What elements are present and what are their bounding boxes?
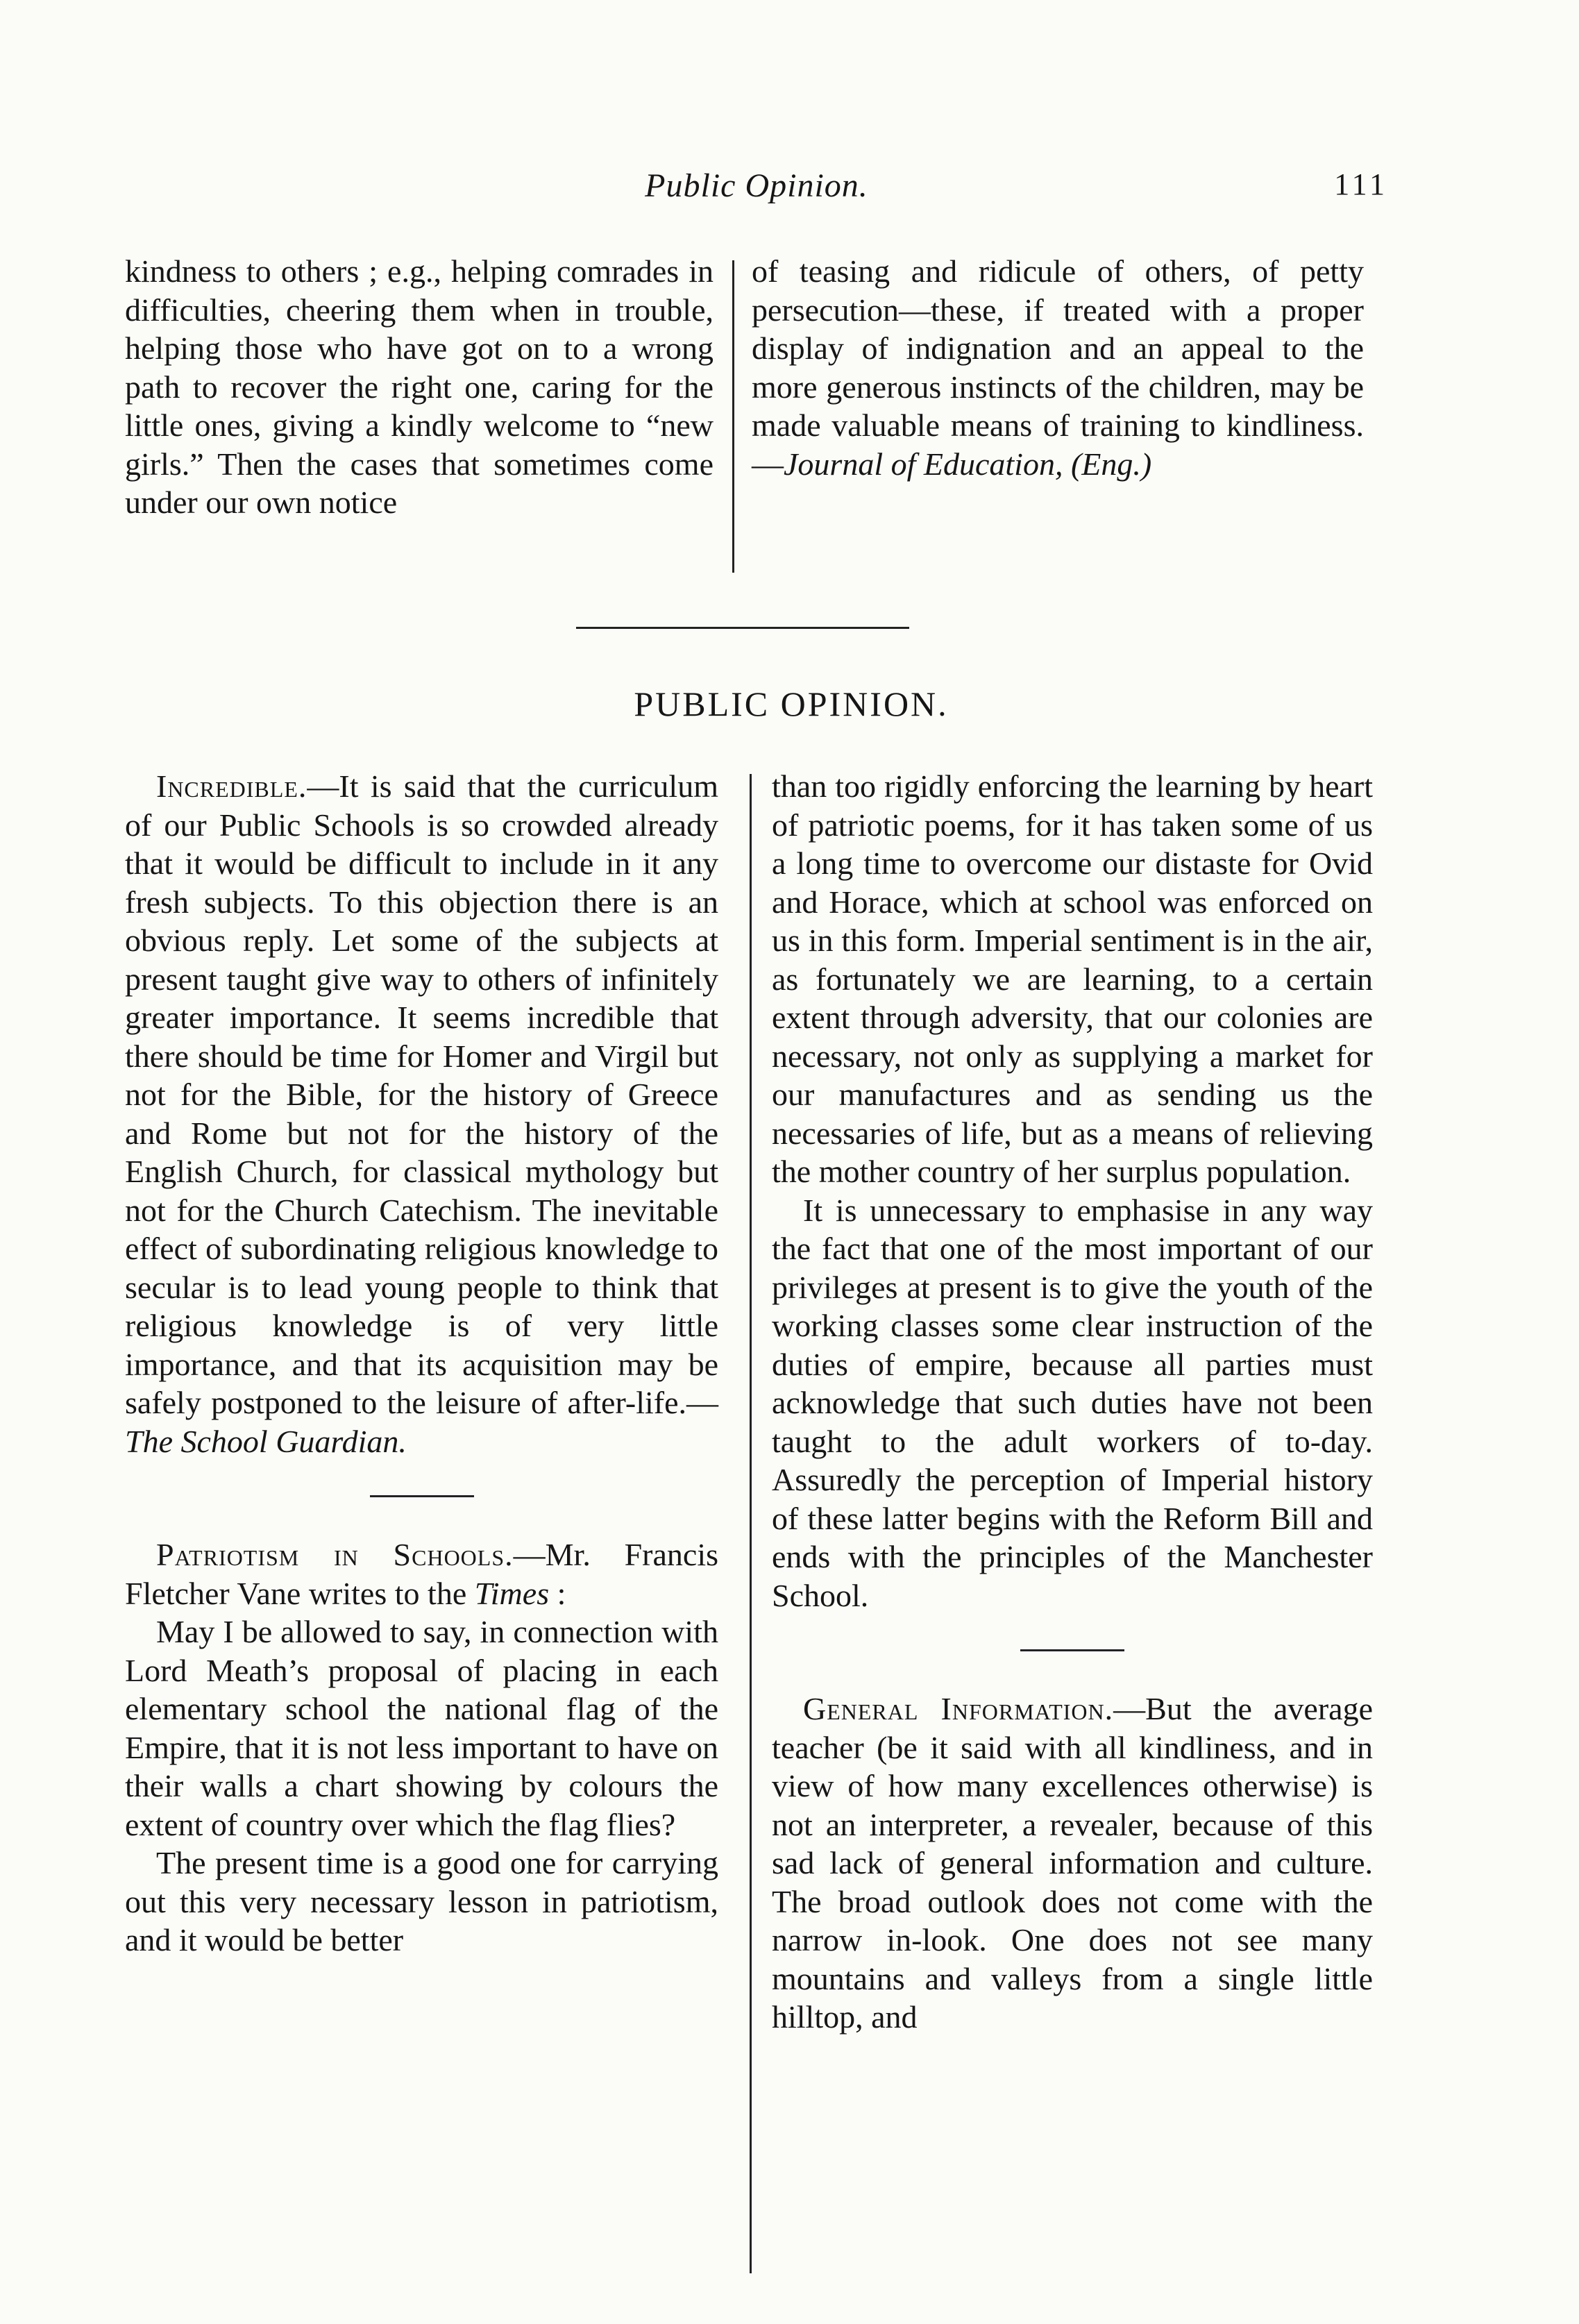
article-source: The School Guardian. (125, 1423, 407, 1459)
article-general-information (772, 1690, 1373, 2037)
continuation-source: Journal of Education, (Eng.) (784, 446, 1152, 482)
article-intro: —Mr. Francis Fletcher Vane writes to the (125, 1537, 718, 1611)
letter-paragraph-3: It is unnecessary to emphasise in any way the fact that one of the most important of our privileges at present is to give the youth of the working classes some clear instruction of the duties of empire, because all parties must acknowledge that such duties have not been taught to the adult workers of to-day. Assuredly the perception of Imperial history of these latter begins with the Reform Bill and ends with the principles of the Manchester School. (772, 1192, 1373, 1613)
newspaper-name: Times (474, 1575, 550, 1611)
letter-paragraph-1: May I be allowed to say, in connection with Lord Meath’s proposal of placing in each elementary school the national flag of the Empire, that it is not less important to have on their walls a chart showing by colours the extent of country over which the flag flies? (125, 1614, 718, 1842)
main-right-column (772, 767, 1373, 2037)
article-heading: General Information. (803, 1691, 1114, 1726)
column-divider-top (732, 260, 734, 573)
continuation-paragraph-right (752, 252, 1364, 483)
continuation-text-left: kindness to others ; e.g., helping comrades in difficulties, cheering them when in trouble, helping those who have got on to a wrong path to recover the right one, caring for the little ones, giving a kindly welcome to “new girls.” Then the cases that sometimes come under our own notice (125, 253, 713, 520)
article-heading: Patriotism in Schools. (156, 1537, 514, 1572)
intro-colon: : (549, 1575, 566, 1611)
article-heading: Incredible. (156, 768, 307, 804)
running-title: Public Opinion. (645, 167, 868, 204)
article-body: —But the average teacher (be it said with all kindliness, and in view of how many excellences otherwise) is not an interpreter, a revealer, because of this sad lack of general information and culture. The broad outlook does not come with the narrow in-look. One does not see many mountains and valleys from a single little hilltop, and (772, 1691, 1373, 2035)
article-separator (1020, 1649, 1124, 1651)
article-separator (370, 1495, 474, 1497)
letter-paragraph-2: The present time is a good one for carrying out this very necessary lesson in patriotism, and it would be better (125, 1845, 718, 1957)
article-incredible (125, 767, 718, 1460)
section-rule (576, 627, 909, 629)
section-title: PUBLIC OPINION. (634, 684, 949, 723)
main-left-column (125, 767, 718, 1960)
article-body: —It is said that the curriculum of our Public Schools is so crowded already that it would be difficult to include in it any fresh subjects. To this objection there is an obvious reply. Let some of the subjects at present taught give way to others of infinitely greater importance. It seems incredible that there should be time for Homer and Virgil but not for the Bible, for the history of Greece and Rome but not for the history of the English Church, for classical mythology but not for the Church Catechism. The inevitable effect of subordinating religious knowledge to secular is to lead young people to think that religious knowledge is of very little importance, and that its acquisition may be safely postponed to the leisure of after-life.— (125, 768, 718, 1420)
page-number: 111 (1334, 167, 1388, 201)
column-divider-main (750, 774, 752, 2273)
top-left-column (125, 252, 713, 522)
continuation-text-right: of teasing and ridicule of others, of petty persecution—these, if treated with a proper display of indignation and an appeal to the more generous instincts of the children, may be made valuable means of training to kindliness. — (752, 253, 1364, 482)
top-right-column (752, 252, 1364, 483)
article-patriotism-intro (125, 1535, 718, 1613)
letter-paragraph-2-continued: than too rigidly enforcing the learning by heart of patriotic poems, for it has taken some of us a long time to overcome our distaste for Ovid and Horace, which at school was enforced on us in this form. Imperial sentiment is in the air, as fortunately we are learning, to a certain extent through adversity, that our colonies are necessary, not only as supplying a market for our manufactures and as sending us the necessaries of life, but as a means of relieving the mother country of her surplus population. (772, 768, 1373, 1189)
